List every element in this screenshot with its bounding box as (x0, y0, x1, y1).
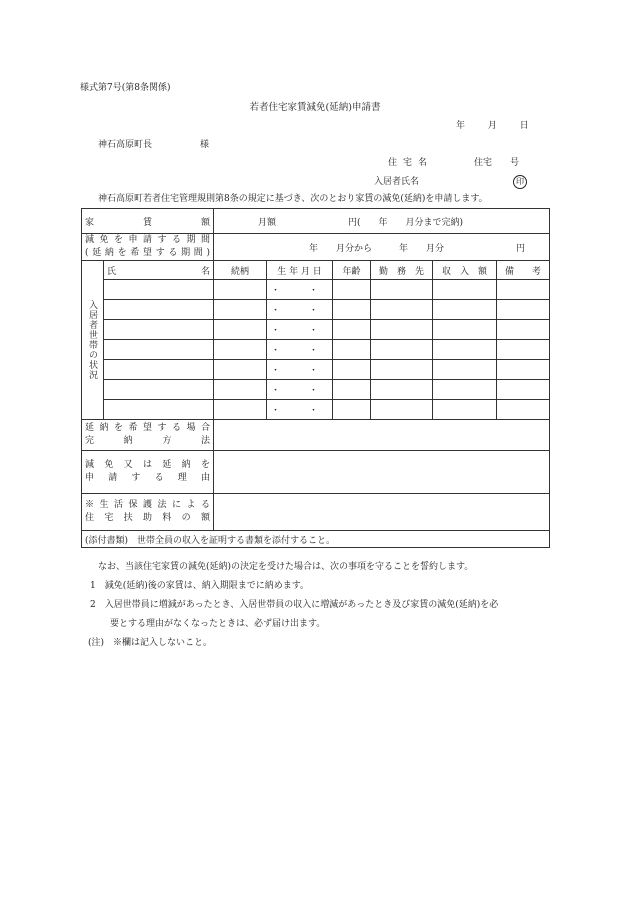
document-title: 若者住宅家賃減免(延納)申請書 (249, 102, 381, 113)
col-header-birthdate: 生 年 月 日 (267, 261, 333, 280)
seal-mark: 印 (513, 175, 527, 189)
birthdate-cell[interactable]: ・ ・ (267, 320, 333, 340)
table-row (82, 360, 550, 380)
reason-row (82, 451, 550, 494)
birthdate-cell[interactable]: ・ ・ (267, 400, 333, 420)
remarks-cell[interactable] (497, 300, 550, 320)
deferral-label-line2: 完 納 方 法 (85, 436, 211, 447)
date-day-label: 日 (519, 121, 529, 131)
remarks-cell[interactable] (497, 320, 550, 340)
workplace-cell[interactable] (371, 320, 433, 340)
household-status-label: 入居者世帯の状況 (82, 261, 104, 420)
period-label-line1: 減免を申請する期間 (85, 235, 211, 245)
remarks-cell[interactable] (497, 380, 550, 400)
member-name-cell[interactable] (104, 380, 214, 400)
birthdate-cell[interactable]: ・ ・ (267, 340, 333, 360)
welfare-label (82, 494, 214, 531)
member-name-cell[interactable] (104, 320, 214, 340)
attachment-row (82, 531, 550, 548)
deferral-method-field[interactable] (214, 420, 550, 451)
income-cell[interactable] (433, 380, 497, 400)
welfare-field[interactable] (214, 494, 550, 531)
remarks-cell[interactable] (497, 280, 550, 300)
pledge-item-2: 2 入居世帯員に増減があったとき、入居世帯員の収入に増減があったとき及び家賃の減免(延納)を必 (90, 600, 499, 610)
workplace-cell[interactable] (371, 360, 433, 380)
workplace-cell[interactable] (371, 280, 433, 300)
workplace-cell[interactable] (371, 300, 433, 320)
income-cell[interactable] (433, 400, 497, 420)
housing-label: 住宅名 (388, 158, 434, 168)
birthdate-cell[interactable]: ・ ・ (267, 300, 333, 320)
relation-cell[interactable] (214, 320, 267, 340)
household-header-row (82, 261, 550, 280)
period-label (82, 234, 214, 261)
table-row (82, 300, 550, 320)
table-row (82, 400, 550, 420)
reason-label-line1: 減免又は延納を (85, 460, 211, 471)
deferral-method-row (82, 420, 550, 451)
age-cell[interactable] (333, 320, 371, 340)
welfare-row (82, 494, 550, 531)
birthdate-cell[interactable]: ・ ・ (267, 380, 333, 400)
period-label-line2: (延納を希望する期間) (85, 248, 211, 259)
age-cell[interactable] (333, 400, 371, 420)
welfare-label-line2: 住宅扶助料の額 (85, 513, 211, 524)
reason-label (82, 451, 214, 494)
remark-note: (注) ※欄は記入しないこと。 (88, 638, 213, 648)
addressee: 神石高原町長 (98, 140, 153, 150)
member-name-cell[interactable] (104, 400, 214, 420)
date-line (456, 122, 529, 131)
remarks-cell[interactable] (497, 340, 550, 360)
income-cell[interactable] (433, 320, 497, 340)
income-cell[interactable] (433, 340, 497, 360)
relation-cell[interactable] (214, 380, 267, 400)
period-row (82, 234, 550, 261)
resident-name-label: 入居者氏名 (374, 177, 420, 187)
relation-cell[interactable] (214, 340, 267, 360)
age-cell[interactable] (333, 380, 371, 400)
remarks-cell[interactable] (497, 360, 550, 380)
member-name-cell[interactable] (104, 340, 214, 360)
table-row (82, 320, 550, 340)
col-header-income: 収 入 額 (433, 261, 497, 280)
birthdate-cell[interactable]: ・ ・ (267, 360, 333, 380)
workplace-cell[interactable] (371, 400, 433, 420)
col-header-relation: 続柄 (214, 261, 267, 280)
age-cell[interactable] (333, 300, 371, 320)
pledge-item-1: 1 減免(延納)後の家賃は、納入期限までに納めます。 (90, 581, 310, 591)
intro-text: 神石高原町若者住宅管理規則第8条の規定に基づき、次のとおり家賃の減免(延納)を申請します。 (98, 194, 488, 204)
age-cell[interactable] (333, 360, 371, 380)
col-header-workplace: 勤 務 先 (371, 261, 433, 280)
date-year-label: 年 (456, 121, 466, 131)
addressee-suffix: 様 (200, 140, 210, 150)
rent-row (82, 209, 550, 234)
col-header-age: 年齢 (333, 261, 371, 280)
workplace-cell[interactable] (371, 340, 433, 360)
reason-field[interactable] (214, 451, 550, 494)
income-cell[interactable] (433, 280, 497, 300)
table-row (82, 380, 550, 400)
reason-label-line2: 申請する理由 (85, 473, 211, 484)
col-header-remarks: 備 考 (497, 261, 550, 280)
application-form-table (81, 208, 550, 548)
relation-cell[interactable] (214, 280, 267, 300)
workplace-cell[interactable] (371, 380, 433, 400)
period-value-field[interactable]: 年 月分から 年 月分 円 (214, 234, 550, 261)
member-name-cell[interactable] (104, 300, 214, 320)
relation-cell[interactable] (214, 300, 267, 320)
rent-value-field[interactable]: 月額 円( 年 月分まで完納) (214, 209, 550, 234)
member-name-cell[interactable] (104, 280, 214, 300)
member-name-cell[interactable] (104, 360, 214, 380)
deferral-method-label (82, 420, 214, 451)
welfare-label-line1: ※生活保護法による (85, 500, 211, 511)
relation-cell[interactable] (214, 360, 267, 380)
pledge-text: なお、当該住宅家賃の減免(延納)の決定を受けた場合は、次の事項を守ることを誓約します。 (98, 562, 474, 572)
remarks-cell[interactable] (497, 400, 550, 420)
date-month-label: 月 (487, 121, 497, 131)
income-cell[interactable] (433, 300, 497, 320)
birthdate-cell[interactable]: ・ ・ (267, 280, 333, 300)
attachment-note: (添付書類) 世帯全員の収入を証明する書類を添付すること。 (82, 531, 550, 548)
housing-value: 住宅 号 (474, 158, 520, 168)
age-cell[interactable] (333, 280, 371, 300)
form-number: 様式第7号(第8条関係) (80, 83, 171, 93)
deferral-label-line1: 延納を希望する場合 (85, 423, 211, 434)
table-row (82, 280, 550, 300)
age-cell[interactable] (333, 340, 371, 360)
col-header-name: 氏 名 (104, 261, 214, 280)
rent-label: 家 賃 額 (82, 209, 214, 234)
pledge-item-2-continued: 要とする理由がなくなったときは、必ず届け出ます。 (110, 619, 326, 629)
table-row (82, 340, 550, 360)
income-cell[interactable] (433, 360, 497, 380)
relation-cell[interactable] (214, 400, 267, 420)
